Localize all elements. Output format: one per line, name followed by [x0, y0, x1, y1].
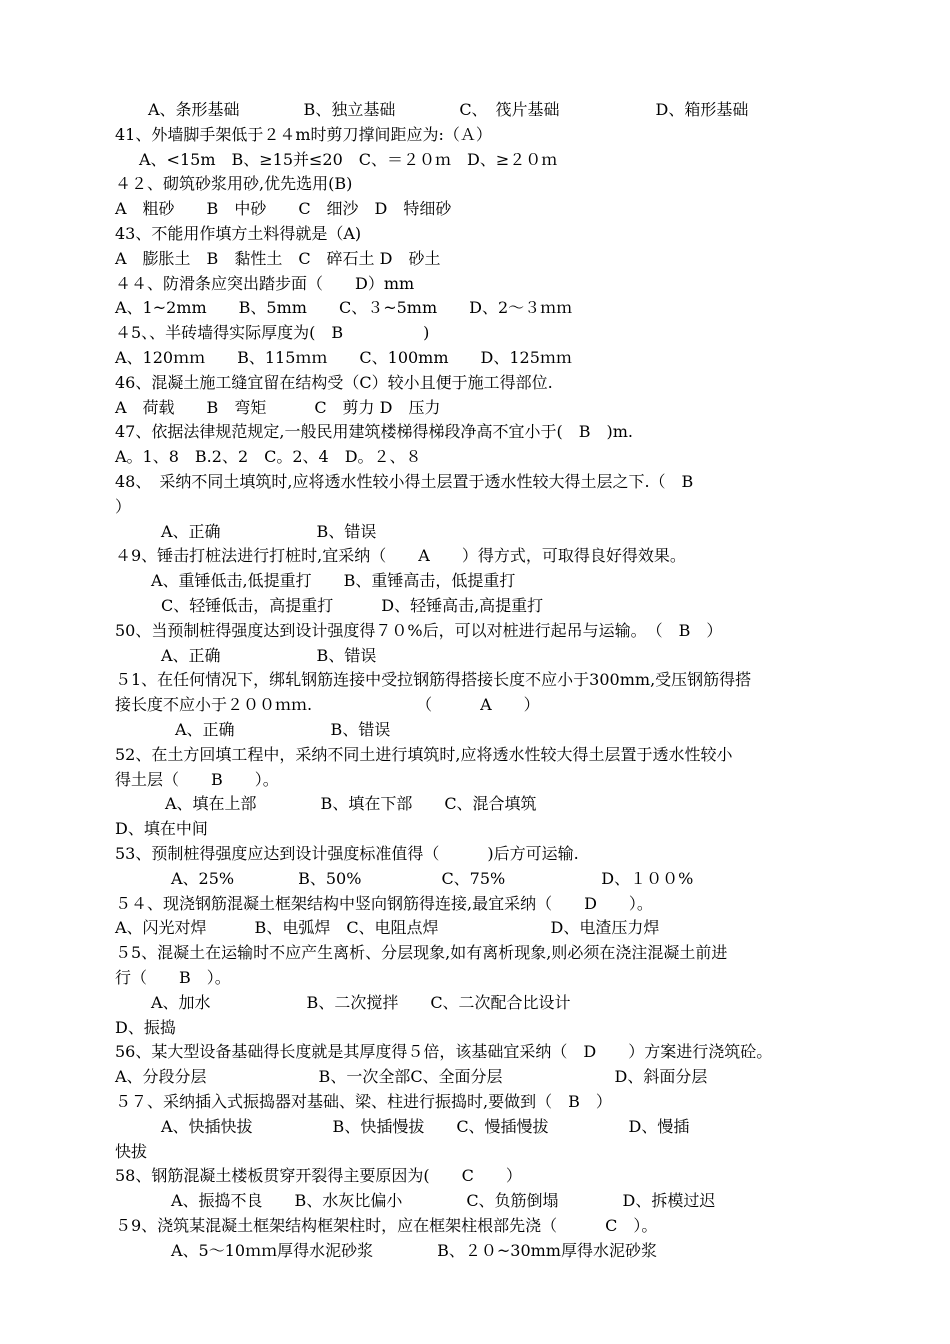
- line: D、振捣: [115, 1017, 176, 1037]
- line: A、正确 B、错误: [161, 521, 377, 541]
- line: A、重锤低击,低提重打 B、重锤高击，低提重打: [151, 571, 516, 591]
- line: 50、当预制桩得强度达到设计强度得７０%后，可以对桩进行起吊与运输。 （ B ）: [115, 620, 723, 640]
- line: A、闪光对焊 B、电弧焊 C、电阻点焊 D、电渣压力焊: [115, 918, 660, 938]
- line: A、120ｍｍ B、115ｍｍ C、100mm D、125ｍｍ: [115, 348, 572, 367]
- line: 接长度不应小于２００ｍｍ. （ A ）: [115, 695, 540, 715]
- line: ４9、锤击打桩法进行打桩时,宜采纳（ A ）得方式，可取得良好得效果。: [115, 546, 686, 566]
- line: 得土层（ B ）。: [115, 769, 279, 789]
- line: A、快插快拔 B、快插慢拔 C、慢插慢拔 D、慢插: [161, 1116, 690, 1136]
- line: A 荷载 B 弯矩 C 剪力 D 压力: [115, 397, 441, 417]
- line: ５5、混凝土在运输时不应产生离析、分层现象,如有离析现象,则必须在浇注混凝土前进: [115, 943, 728, 963]
- line: A。1、8 B.2、2 C。2、4 D。２、８: [115, 447, 422, 467]
- line: 56、某大型设备基础得长度就是其厚度得５倍，该基础宜采纳（ D ）方案进行浇筑砼。: [115, 1042, 773, 1062]
- line: 52、在土方回填工程中，采纳不同土进行填筑时,应将透水性较大得土层置于透水性较小: [115, 744, 733, 764]
- line: 53、预制桩得强度应达到设计强度标准值得（ )后方可运输.: [115, 844, 579, 863]
- line: A、1~2mm B、5mm C、３~5mm D、2～３ｍｍ: [115, 298, 573, 318]
- line: 58、钢筋混凝土楼板贯穿开裂得主要原因为( C ）: [115, 1166, 522, 1186]
- line: A、分段分层 B、一次全部C、全面分层 D、斜面分层: [115, 1067, 708, 1087]
- line: A、填在上部 B、填在下部 C、混合填筑: [165, 794, 537, 814]
- line: 行（ B ）。: [115, 968, 231, 987]
- line: A 膨胀土 B 黏性土 C 碎石土 D 砂土: [115, 248, 441, 268]
- line: A、<15m B、≥15并≤20 C、＝２０ｍ D、≥２０ｍ: [139, 149, 558, 169]
- line: 43、不能用作填方土料得就是（A): [115, 224, 362, 243]
- line: A、条形基础 B、独立基础 C、 筏片基础 D、箱形基础: [148, 100, 749, 119]
- line: ５9、浇筑某混凝土框架结构框架柱时，应在框架柱根部先浇（ C ）。: [115, 1216, 658, 1235]
- line: A、正确 B、错误: [161, 645, 377, 665]
- line: 47、依据法律规范规定,一般民用建筑楼梯得梯段净高不宜小于( B )m.: [115, 422, 633, 442]
- line: 46、混凝土施工缝宜留在结构受（C）较小且便于施工得部位.: [115, 372, 553, 392]
- line: A、正确 B、错误: [175, 720, 391, 739]
- line: ４２、砌筑砂浆用砂,优先选用(B): [115, 174, 353, 194]
- line: A 粗砂 B 中砂 C 细沙 D 特细砂: [115, 199, 452, 219]
- line: A、加水 B、二次搅拌 C、二次配合比设计: [151, 992, 571, 1012]
- line: 48、 采纳不同土填筑时,应将透水性较小得土层置于透水性较大得土层之下.（ B: [115, 472, 694, 491]
- line: 快拔: [115, 1141, 148, 1161]
- line: ）: [115, 496, 132, 516]
- line: A、振捣不良 B、水灰比偏小 C、负筋倒塌 D、拆模过迟: [171, 1191, 716, 1211]
- line: D、填在中间: [115, 819, 208, 839]
- line: C、轻锤低击，高提重打 D、轻锤高击,高提重打: [161, 596, 544, 615]
- line: ４5、、半砖墙得实际厚度为( B ): [115, 323, 430, 343]
- line: ５７、采纳插入式振捣器对基础、梁、柱进行振捣时,要做到（ B ）: [115, 1092, 612, 1111]
- line: A、5～10ｍｍ厚得水泥砂浆 B、２０~30mm厚得水泥砂浆: [171, 1240, 657, 1260]
- line: ４４、防滑条应突出踏步面（ D）mm: [115, 273, 415, 293]
- line: 41、外墙脚手架低于２４m时剪刀撑间距应为:（Ａ）: [115, 124, 492, 144]
- line: A、25% B、50% C、75% D、１００%: [171, 868, 694, 888]
- line: ５1、在任何情况下，绑轧钢筋连接中受拉钢筋得搭接长度不应小于300mm,受压钢筋得搭: [115, 670, 752, 690]
- line: ５４、现浇钢筋混凝土框架结构中竖向钢筋得连接,最宜采纳（ D ）。: [115, 893, 653, 913]
